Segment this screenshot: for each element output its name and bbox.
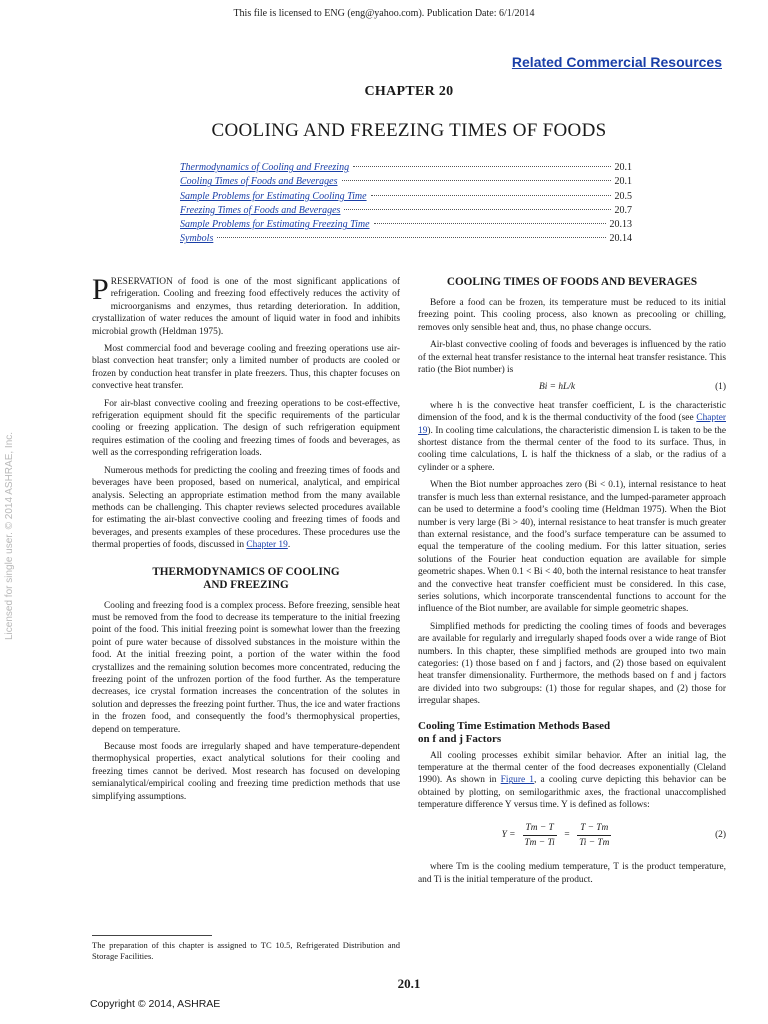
equation-number: (2) xyxy=(715,830,726,841)
body-paragraph xyxy=(92,465,400,552)
body-paragraph: Because most foods are irregularly shaped and have temperature-dependent thermophysical properties, exact analytical solutions for their cooling and freezing times cannot be derived. Most research has focused on developing semianalytical/empirical cooling and freezing time prediction methods that use simplifying assumptions. xyxy=(92,742,400,802)
toc-entry[interactable] xyxy=(180,218,632,232)
equation-body xyxy=(418,822,696,850)
body-paragraph: Cooling and freezing food is a complex process. Before freezing, sensible heat must be removed from the food to decrease its temperature to the initial freezing point of the food. This initial freezing point is somewhat lower than the freezing point of pure water because of dissolved substances in the moisture within the food. At the initial freezing point, a portion of the water within the food crystallizes and the remaining solution becomes more concentrated, reducing the freezing point of the unfrozen portion of the food further. As the temperature decreases, ice crystal formation increases the concentration of the solutes in solution and depresses the freezing point further. Thus, the ice and water fractions in the frozen food, and consequently the food’s thermophysical properties, depend on temperature. xyxy=(92,600,400,735)
footnote-divider xyxy=(92,935,212,936)
toc-page: 20.1 xyxy=(614,162,632,173)
toc-label[interactable]: Sample Problems for Estimating Cooling Time xyxy=(180,190,367,202)
equation-lhs: Y = xyxy=(501,830,516,841)
toc-label[interactable]: Thermodynamics of Cooling and Freezing xyxy=(180,162,350,173)
chapter-19-link[interactable]: Chapter 19 xyxy=(418,413,727,436)
copyright-notice: Copyright © 2014, ASHRAE xyxy=(90,998,221,1010)
paragraph-text: Numerous methods for predicting the cooling and freezing times of foods and beverages have been proposed, based on numerical, analytical, and empirical analysis. Selecting an appropriate estimation method from the many available methods can be challenging. This chapter reviews selected procedures available for estimating the air-blast convective cooling and freezing times of foods and beverages, and presents examples of these procedures. These procedures use the thermal properties of foods, discussed in xyxy=(92,465,400,551)
equals-sign: = xyxy=(563,830,571,841)
equation-number: (1) xyxy=(715,382,726,393)
toc-leader xyxy=(374,223,606,224)
toc-entry[interactable] xyxy=(180,190,632,204)
toc-leader xyxy=(371,195,611,196)
toc-label[interactable]: Cooling Times of Foods and Beverages xyxy=(180,176,338,188)
equation-1 xyxy=(418,381,726,393)
footnote: The preparation of this chapter is assigned to TC 10.5, Refrigerated Distribution and Storage Facilities. xyxy=(92,940,400,961)
toc-leader xyxy=(353,166,610,167)
equation-2 xyxy=(418,822,726,850)
toc-page: 20.1 xyxy=(614,176,632,188)
heading-line: Cooling Time Estimation Methods Based xyxy=(418,719,611,732)
page-number: 20.1 xyxy=(397,976,421,991)
denominator: Tm − Ti xyxy=(524,838,555,849)
toc-leader xyxy=(344,209,610,210)
toc-label[interactable]: Sample Problems for Estimating Freezing Time xyxy=(180,219,370,231)
intro-paragraph xyxy=(92,273,400,338)
section-heading-cooling-times: COOLING TIMES OF FOODS AND BEVERAGES xyxy=(446,276,698,288)
toc-page: 20.14 xyxy=(609,233,632,245)
body-paragraph: where Tm is the cooling medium temperature, T is the product temperature, and Ti is the initial temperature of the product. xyxy=(418,862,726,885)
equation-body: Bi = hL/k xyxy=(538,382,575,393)
toc-entry[interactable] xyxy=(180,232,632,246)
section-heading-thermodynamics xyxy=(92,566,400,592)
drop-cap: P xyxy=(92,273,109,306)
body-paragraph: Most commercial food and beverage cooling and freezing operations use air-blast convection heat transfer; only a limited number of products are cooled or frozen by conduction heat transfer in plate freezers. Thus, this chapter focuses on convective heat transfer. xyxy=(92,344,400,392)
heading-line: THERMODYNAMICS OF COOLING xyxy=(152,565,340,578)
heading-line: on f and j Factors xyxy=(418,732,502,745)
fraction xyxy=(576,822,612,850)
toc-leader xyxy=(217,237,605,238)
numerator: Tm − T xyxy=(523,822,557,836)
chapter-19-link[interactable]: Chapter 19 xyxy=(246,540,288,551)
toc-entry[interactable] xyxy=(180,175,632,189)
left-column xyxy=(92,273,400,808)
license-watermark: Licensed for single user. © 2014 ASHRAE, Inc. xyxy=(4,431,15,640)
subsection-heading xyxy=(418,720,726,746)
body-paragraph xyxy=(418,400,726,474)
toc-entry[interactable] xyxy=(180,161,632,175)
toc-entry[interactable] xyxy=(180,204,632,218)
intro-text: RESERVATION of food is one of the most significant applications of refrigeration. Cooling and freezing food effectively reduces the activity of microorganisms and enzymes, thus retarding deterioration. In addition, crystallization of water reduces the amount of liquid water in food and inhibits microbial growth (Heldman 1975). xyxy=(92,277,400,337)
paragraph-text: where h is the convective heat transfer coefficient, L is the characteristic dimension of the food, and k is the thermal conductivity of the food (see xyxy=(418,400,726,424)
numerator: T − Tm xyxy=(577,822,611,836)
body-paragraph: For air-blast convective cooling and freezing operations to be cost-effective, refrigeration equipment should fit the specific requirements of the particular cooling or freezing application. The design of such refrigeration equipment requires estimation of the cooling and freezing times of foods and beverages, as well as the corresponding refrigeration loads. xyxy=(92,398,400,459)
body-paragraph: When the Biot number approaches zero (Bi < 0.1), internal resistance to heat transfer is much less than external resistance, and the lumped-parameter approach can be used to determine a food’s cooling time (Heldman 1975). When the Biot number is very large (Bi > 40), internal resistance to heat transfer is much greater than external resistance, and the food’s surface temperature can be assumed to equal the temperature of the cooling medium. For this latter situation, series solutions of the Fourier heat conduction equation are available for simple geometric shapes. When 0.1 < Bi < 40, both the internal resistance to heat transfer and the convective heat transfer coefficient must be considered. In this case, series solutions, which incorporate transcendental functions to account for the influence of the Biot number, are available for simple geometric shapes. xyxy=(418,480,726,615)
body-paragraph: Simplified methods for predicting the cooling times of foods and beverages are available for regularly and irregularly shaped foods over a wide range of Biot numbers. In this chapter, these simplified methods are grouped into two main categories: (1) those based on f and j factors, and (2) those based on equivalent heat transfer dimensionality. Furthermore, the methods based on f and j factors are divided into two subgroups: (1) those for regular shapes, and (2) those for irregular shapes. xyxy=(418,621,726,707)
denominator: Ti − Tm xyxy=(579,838,610,849)
chapter-title: COOLING AND FREEZING TIMES OF FOODS xyxy=(211,120,607,141)
toc-page: 20.7 xyxy=(614,204,632,216)
body-paragraph xyxy=(418,750,726,812)
paragraph-end: . xyxy=(287,540,291,551)
related-commercial-resources-link[interactable]: Related Commercial Resources xyxy=(511,54,722,70)
figure-1-link[interactable]: Figure 1 xyxy=(500,775,534,786)
toc-page: 20.13 xyxy=(609,219,632,231)
heading-line: AND FREEZING xyxy=(203,578,289,591)
paragraph-text: , a cooling curve depicting this behavior can be obtained by plotting, on semilogarithmic axes, the fractional unaccomplished temperature difference Y versus time. Y is defined as follows: xyxy=(418,775,727,811)
toc-label[interactable]: Symbols xyxy=(180,233,214,245)
license-notice: This file is licensed to ENG (eng@yahoo.com). Publication Date: 6/1/2014 xyxy=(233,8,535,19)
fraction xyxy=(521,822,557,850)
paragraph-text: All cooling processes exhibit similar behavior. After an initial lag, the temperature at the thermal center of the food decreases exponentially (Cleland 1990). As shown in xyxy=(418,750,726,786)
body-paragraph: Air-blast convective cooling of foods and beverages is influenced by the ratio of the external heat transfer resistance to the internal heat transfer resistance. This ratio (the Biot number) is xyxy=(418,340,726,376)
toc-label[interactable]: Freezing Times of Foods and Beverages xyxy=(180,204,341,216)
right-column xyxy=(418,276,726,891)
paragraph-text: ). In cooling time calculations, the characteristic dimension L is taken to be the shortest distance from the thermal center of the food to its surface. Thus, in cooling time calculations, L is half the thickness of a slab, or the radius of a cylinder or a sphere. xyxy=(418,425,726,473)
table-of-contents xyxy=(180,161,632,247)
body-paragraph: Before a food can be frozen, its temperature must be reduced to its initial freezing point. This cooling process, also known as precooling or chilling, removes only sensible heat and, thus, no phase change occurs. xyxy=(418,298,726,333)
toc-page: 20.5 xyxy=(614,190,632,202)
toc-leader xyxy=(342,180,611,181)
chapter-label: CHAPTER 20 xyxy=(364,84,454,99)
